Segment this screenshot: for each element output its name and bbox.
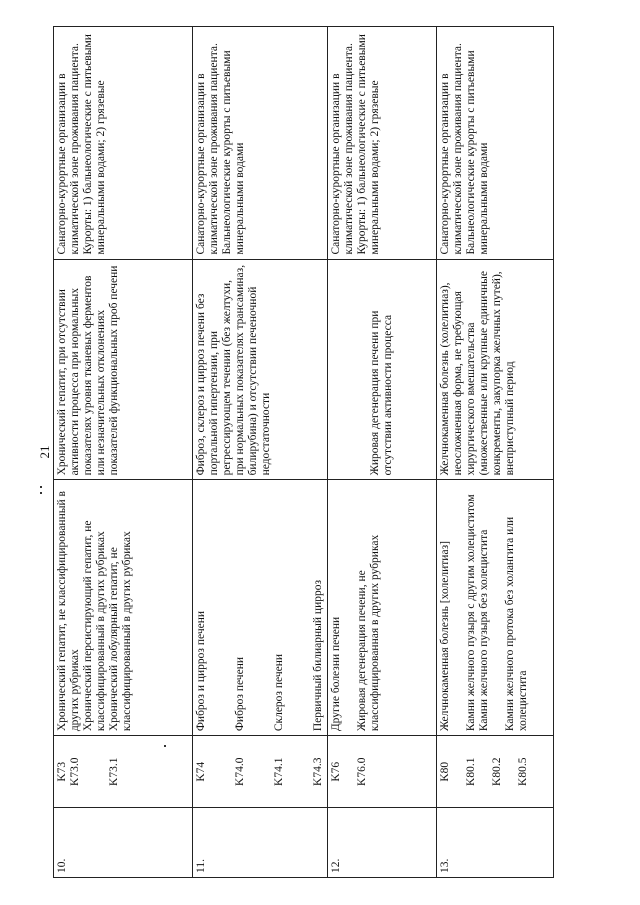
table-row: [193, 27, 328, 878]
resort-indications-table: [53, 26, 554, 878]
icd-codes: [193, 736, 328, 808]
icd-code: K80.5: [517, 757, 529, 786]
icd-code: K73.0: [69, 757, 81, 786]
icd-code: K74: [195, 761, 207, 782]
disease-name: Хронический гепатит, не классифицированный в других рубриках: [56, 491, 81, 732]
disease-name: Хронический персистирующий гепатит, не классифицированный в других рубриках: [82, 520, 107, 732]
rotated-table-container: [53, 26, 578, 878]
condition-text: Желчнокаменная болезнь (холелитиаз), неосложненная форма, не требующая хирургического вмешательства (множественные или крупные единичные конкременты, закупорка желчных путей), внеприступный период: [437, 259, 554, 480]
disease-name: Фиброз печени: [234, 656, 246, 732]
scan-speck: [40, 486, 42, 488]
icd-code: K73: [56, 761, 68, 782]
disease-name: Желчнокаменная болезнь [холелитиаз]: [439, 541, 451, 732]
disease-name: Камни желчного протока без холангита или холецистита: [504, 516, 529, 732]
page-number: 21: [37, 445, 52, 459]
table-row: [54, 27, 193, 878]
disease-name: Другие болезни печени: [330, 616, 342, 732]
icd-code: K76: [330, 761, 342, 782]
disease-name: Первичный билиарный цирроз: [312, 579, 324, 732]
icd-code: K76.0: [356, 757, 368, 786]
disease-name: Жировая дегенерация печени, не классифицированная в других рубриках: [356, 534, 381, 732]
row-number: 11.: [193, 808, 328, 878]
disease-name: Хронический лобулярный гепатит, не классифицированный в других рубриках: [108, 531, 133, 732]
icd-code: K73.1: [108, 757, 120, 786]
icd-code: K80.2: [491, 757, 503, 786]
disease-names: [54, 480, 193, 736]
icd-codes: [328, 736, 437, 808]
disease-names: [193, 480, 328, 736]
scan-speck: [164, 745, 166, 747]
row-number: 13.: [437, 808, 554, 878]
icd-code: K80.1: [465, 757, 477, 786]
row-number: 10.: [54, 808, 193, 878]
icd-code: K74.1: [273, 757, 285, 786]
row-number: 12.: [328, 808, 437, 878]
icd-code: K80: [439, 761, 451, 782]
icd-codes: [54, 736, 193, 808]
resort-text: Санаторно-курортные организации в климатической зоне проживания пациента. Бальнеологические курорты с питьевыми минеральными водами: [193, 27, 328, 260]
scan-speck: [40, 492, 42, 494]
resort-text: Санаторно-курортные организации в климатической зоне проживания пациента. Курорты: 1) бальнеологические с питьевыми минеральными водами; 2) грязевые: [328, 27, 437, 260]
disease-name: Фиброз и цирроз печени: [195, 610, 207, 732]
condition-text: Хронический гепатит, при отсутствии активности процесса при нормальных показателях уровня тканевых ферментов или незначительных отклонениях показателей функциональных проб печени: [54, 259, 193, 480]
condition-text: Фиброз, склероз и цирроз печени без портальной гипертензии, при регрессирующем течении (без желтухи, при нормальных показателях трансаминаз, билирубина) и отсутствии печеночной недостаточности: [193, 259, 328, 480]
icd-code: K74.0: [234, 757, 246, 786]
icd-codes: [437, 736, 554, 808]
disease-name: Склероз печени: [273, 653, 285, 732]
condition-text: Жировая дегенерация печени при отсутствии активности процесса: [328, 259, 437, 480]
disease-names: [437, 480, 554, 736]
disease-name: Камни желчного пузыря с другим холециститом: [465, 494, 477, 732]
disease-names: [328, 480, 437, 736]
table-row: [328, 27, 437, 878]
disease-name: Камни желчного пузыря без холецистита: [478, 529, 490, 732]
icd-code: K74.3: [312, 757, 324, 786]
resort-text: Санаторно-курортные организации в климатической зоне проживания пациента. Бальнеологические курорты с питьевыми минеральными водами: [437, 27, 554, 260]
resort-text: Санаторно-курортные организации в климатической зоне проживания пациента. Курорты: 1) бальнеологические с питьевыми минеральными водами; 2) грязевые: [54, 27, 193, 260]
table-row: [437, 27, 554, 878]
